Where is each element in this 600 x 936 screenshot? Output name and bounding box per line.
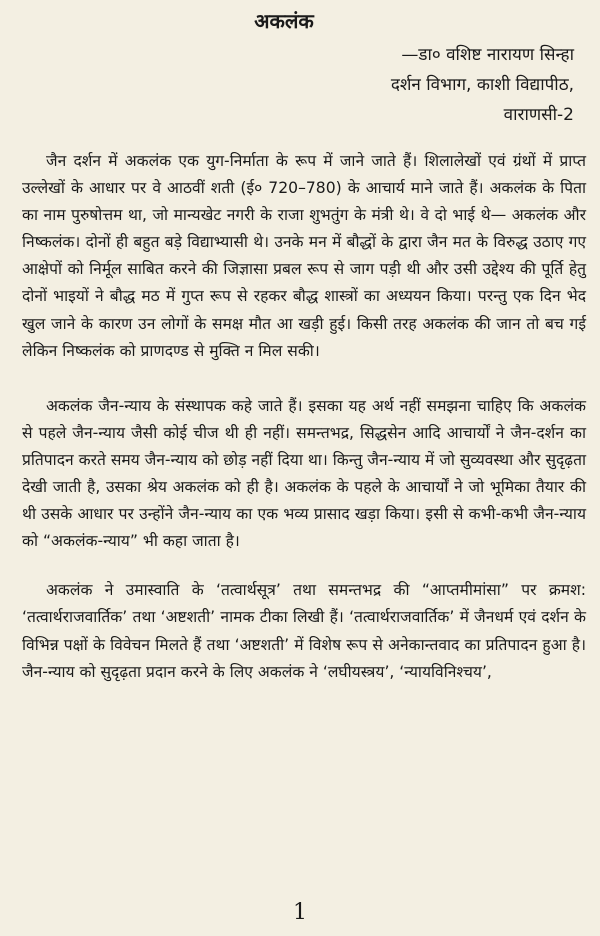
page-number: 1 [293, 900, 307, 925]
article-title: अकलंक [254, 9, 314, 33]
paragraph-1: जैन दर्शन में अकलंक एक युग-निर्माता के रूप में जाने जाते हैं। शिलालेखों एवं ग्रंथों में प्राप्त उल्लेखों के आधार पर वे आठवीं शती (ई० 720–780) के आचार्य माने जाते हैं। अकलंक के पिता का नाम पुरुषोत्तम था, जो मान्यखेट नगरी के राजा शुभतुंग के मंत्री थे। वे दो भाई थे— अकलंक और निष्कलंक। दोनों ही बहुत बड़े विद्याभ्यासी थे। उनके मन में बौद्धों के द्वारा जैन मत के विरुद्ध उठाए गए आक्षेपों को निर्मूल साबित करने की जिज्ञासा प्रबल रूप से जाग पड़ी थी और उसी उद्देश्य की पूर्ति हेतु दोनों भाइयों ने बौद्ध मठ में गुप्त रूप से रहकर बौद्ध शास्त्रों का अध्ययन किया। परन्तु एक दिन भेद खुल जाने के कारण उन लोगों के समक्ष मौत आ खड़ी हुई। किसी तरह अकलंक की जान तो बच गई लेकिन निष्कलंक को प्राणदण्ड से मुक्ति न मिल सकी। [22, 152, 586, 360]
author-affiliation: दर्शन विभाग, काशी विद्यापीठ, [390, 75, 574, 95]
paragraph-2: अकलंक जैन-न्याय के संस्थापक कहे जाते हैं। इसका यह अर्थ नहीं समझना चाहिए कि अकलंक से पहले जैन-न्याय जैसी कोई चीज थी ही नहीं। समन्तभद्र, सिद्धसेन आदि आचार्यों ने जैन-दर्शन का प्रतिपादन करते समय जैन-न्याय को छोड़ नहीं दिया था। किन्तु जैन-न्याय में जो सुव्यवस्था और सुदृढ़ता देखी जाती है, उसका श्रेय अकलंक को ही है। अकलंक के पहले के आचार्यों ने जो भूमिका तैयार की थी उसके आधार पर उन्होंने जैन-न्याय का एक भव्य प्रासाद खड़ा किया। इसी से कभी-कभी जैन-न्याय को “अकलंक-न्याय” भी कहा जाता है। [22, 396, 587, 551]
author-block [22, 40, 586, 130]
author-city: वाराणसी-2 [503, 105, 574, 125]
author-name: —डा० वशिष्ट नारायण सिन्हा [401, 45, 574, 65]
paragraph-3: अकलंक ने उमास्वाति के ‘तत्वार्थसूत्र’ तथा समन्तभद्र की “आप्तमीमांसा” पर क्रमश: ‘तत्वार्थराजवार्तिक’ तथा ‘अष्टशती’ नामक टीका लिखी हैं। ‘तत्वार्थराजवार्तिक’ में जैनधर्म एवं दर्शन के विभिन्न पक्षों के विवेचन मिलते हैं तथा ‘अष्टशती’ में विशेष रूप से अनेकान्तवाद का प्रतिपादन हुआ है। जैन-न्याय को सुदृढ़ता प्रदान करने के लिए अकलंक ने ‘लघीयस्त्रय’, ‘न्यायविनिश्चय’, [22, 581, 586, 681]
